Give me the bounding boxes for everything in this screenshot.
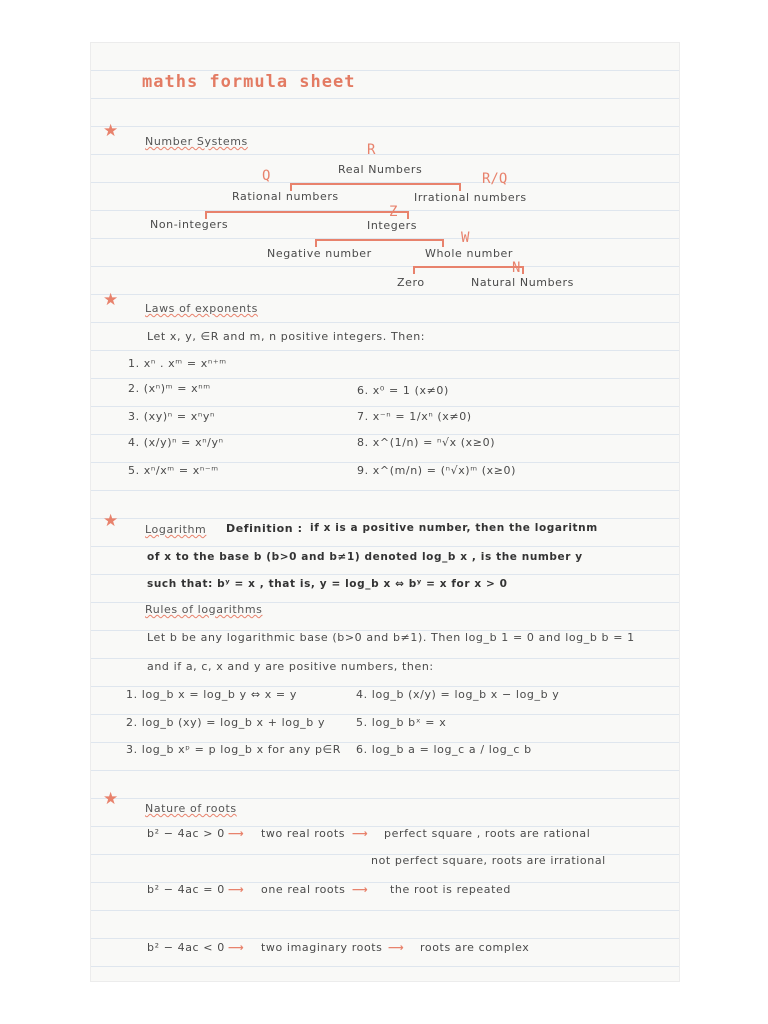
- star-icon: ★: [103, 789, 119, 809]
- natural-label: Natural Numbers: [471, 276, 574, 289]
- tree-line-whole: [413, 266, 523, 268]
- roots-condition-3: b² − 4ac < 0: [147, 941, 225, 954]
- tree-line-real: [290, 183, 460, 185]
- arrow-icon: ⟶: [352, 883, 369, 896]
- arrow-icon: ⟶: [228, 827, 245, 840]
- irrational-label: Irrational numbers: [414, 191, 527, 204]
- tree-tick: [413, 266, 415, 274]
- rational-label: Rational numbers: [232, 190, 339, 203]
- roots-middle-3: two imaginary roots: [261, 941, 383, 954]
- definition-line-1: if x is a positive number, then the logaritnm: [310, 522, 598, 534]
- log-rule-6: 6. log_b a = log_c a / log_c b: [356, 743, 532, 756]
- letter-n: N: [512, 260, 521, 276]
- page-title: maths formula sheet: [142, 72, 356, 92]
- star-icon: ★: [103, 511, 119, 531]
- exponent-rule-2: 2. (xⁿ)ᵐ = xⁿᵐ: [128, 382, 211, 395]
- zero-label: Zero: [397, 276, 425, 289]
- arrow-icon: ⟶: [228, 883, 245, 896]
- roots-heading: Nature of roots: [145, 802, 237, 815]
- logarithm-heading: Logarithm: [145, 523, 207, 536]
- definition-label: Definition :: [226, 522, 303, 535]
- star-icon: ★: [103, 290, 119, 310]
- log-rule-4: 4. log_b (x/y) = log_b x − log_b y: [356, 688, 560, 701]
- letter-q: Q: [262, 168, 271, 184]
- log-rule-2: 2. log_b (xy) = log_b x + log_b y: [126, 716, 326, 729]
- exponent-rule-9: 9. x^(m/n) = (ⁿ√x)ᵐ (x≥0): [357, 464, 517, 477]
- arrow-icon: ⟶: [388, 941, 405, 954]
- rules-of-logarithms-heading: Rules of logarithms: [145, 603, 263, 616]
- exponent-rule-3: 3. (xy)ⁿ = xⁿyⁿ: [128, 410, 215, 423]
- tree-tick: [442, 239, 444, 247]
- log-rules-intro-2: and if a, c, x and y are positive numbers, then:: [147, 660, 434, 673]
- number-systems-heading: Number Systems: [145, 135, 248, 148]
- exponent-rule-8: 8. x^(1/n) = ⁿ√x (x≥0): [357, 436, 496, 449]
- tree-line-integers: [315, 239, 443, 241]
- star-icon: ★: [103, 121, 119, 141]
- roots-middle-2: one real roots: [261, 883, 346, 896]
- tree-tick: [407, 211, 409, 219]
- roots-result-2: not perfect square, roots are irrational: [371, 854, 606, 867]
- exponent-rule-4: 4. (x/y)ⁿ = xⁿ/yⁿ: [128, 436, 224, 449]
- log-rule-5: 5. log_b bˣ = x: [356, 716, 447, 729]
- exponent-rule-1: 1. xⁿ . xᵐ = xⁿ⁺ᵐ: [128, 357, 227, 370]
- log-rule-3: 3. log_b xᵖ = p log_b x for any p∈R: [126, 743, 341, 756]
- roots-middle-1: two real roots: [261, 827, 346, 840]
- exponents-heading: Laws of exponents: [145, 302, 258, 315]
- definition-line-2: of x to the base b (b>0 and b≠1) denoted log_b x , is the number y: [147, 551, 583, 563]
- integers-label: Integers: [367, 219, 418, 232]
- negative-label: Negative number: [267, 247, 372, 260]
- definition-line-3: such that: bʸ = x , that is, y = log_b x ⇔ bʸ = x for x > 0: [147, 578, 508, 590]
- tree-tick: [315, 239, 317, 247]
- roots-result-4: roots are complex: [420, 941, 530, 954]
- log-rule-1: 1. log_b x = log_b y ⇔ x = y: [126, 688, 297, 701]
- roots-condition-1: b² − 4ac > 0: [147, 827, 225, 840]
- letter-r: R: [367, 142, 376, 158]
- roots-result-3: the root is repeated: [390, 883, 511, 896]
- exponents-intro: Let x, y, ∈R and m, n positive integers. Then:: [147, 330, 426, 343]
- non-integers-label: Non-integers: [150, 218, 229, 231]
- exponent-rule-5: 5. xⁿ/xᵐ = xⁿ⁻ᵐ: [128, 464, 219, 477]
- tree-tick: [522, 266, 524, 274]
- arrow-icon: ⟶: [228, 941, 245, 954]
- whole-label: Whole number: [425, 247, 514, 260]
- letter-rq: R/Q: [482, 171, 508, 187]
- letter-z: Z: [389, 204, 398, 220]
- exponent-rule-6: 6. x⁰ = 1 (x≠0): [357, 384, 449, 397]
- arrow-icon: ⟶: [352, 827, 369, 840]
- exponent-rule-7: 7. x⁻ⁿ = 1/xⁿ (x≠0): [357, 410, 472, 423]
- letter-w: W: [461, 230, 470, 246]
- real-numbers-label: Real Numbers: [338, 163, 423, 176]
- log-rules-intro-1: Let b be any logarithmic base (b>0 and b≠1). Then log_b 1 = 0 and log_b b = 1: [147, 631, 635, 644]
- tree-line-rational: [205, 211, 408, 213]
- tree-tick: [459, 183, 461, 191]
- roots-condition-2: b² − 4ac = 0: [147, 883, 225, 896]
- roots-result-1: perfect square , roots are rational: [384, 827, 591, 840]
